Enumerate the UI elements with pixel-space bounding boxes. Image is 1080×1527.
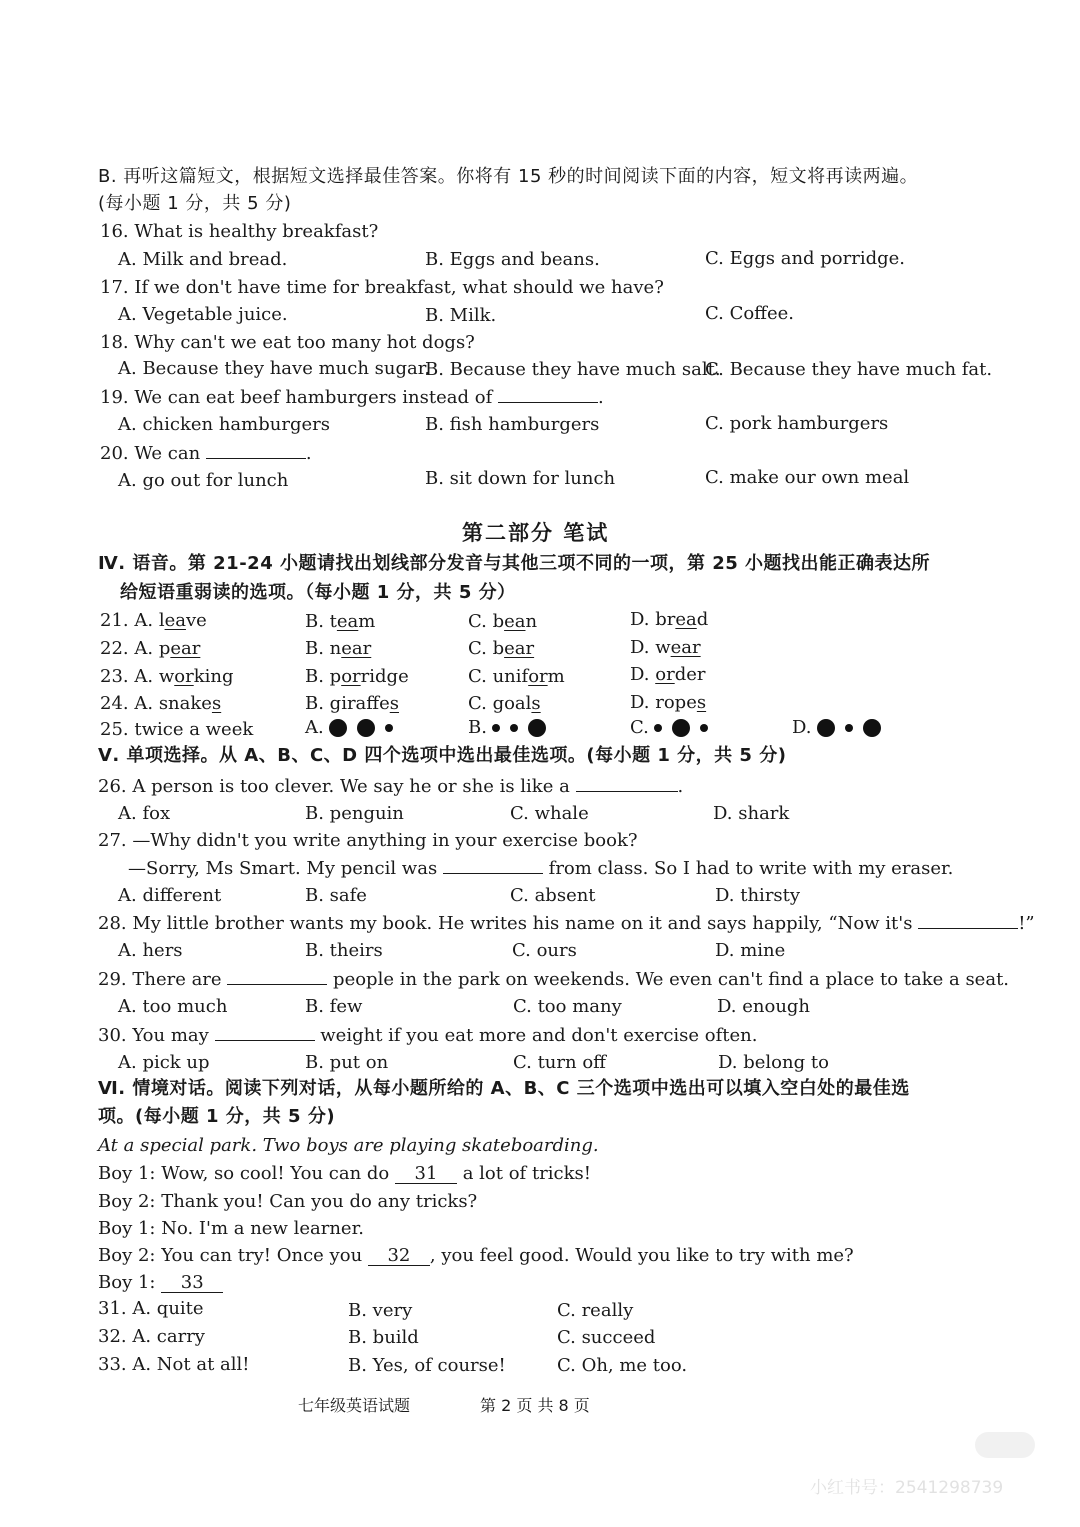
stress-dot-weak: [654, 724, 662, 732]
dialogue-line-5-text: Boy 1:: [98, 1272, 156, 1293]
q24-a-pre: snake: [158, 693, 212, 714]
q29-stem: [98, 970, 1009, 989]
q28-option-c: C. ours: [512, 940, 577, 961]
q21-b-pre: B. t: [305, 611, 337, 632]
q20-stem: [100, 444, 312, 463]
q24-option-d: [630, 694, 706, 712]
q30-blank: [215, 1026, 315, 1041]
q29-option-b: B. few: [305, 996, 363, 1017]
q23-b-underline: or: [341, 666, 361, 687]
q24-b-pre: B. giraffe: [305, 693, 390, 714]
sec6-heading-line2: 项。(每小题 1 分，共 5 分): [98, 1106, 336, 1127]
q23-c-pre: C. unif: [468, 666, 529, 687]
dialogue-scene: At a special park. Two boys are playing skateboarding.: [98, 1135, 599, 1156]
q28-blank: [918, 914, 1018, 929]
q23-a-post: king: [193, 666, 234, 687]
q21-d-underline: ea: [675, 609, 697, 630]
q19-blank: [498, 388, 598, 403]
dialogue-line-3: Boy 1: No. I'm a new learner.: [98, 1218, 364, 1239]
q21-c-underline: ea: [504, 611, 526, 632]
q29-blank: [227, 970, 327, 985]
stress-dot-weak: [700, 724, 708, 732]
q30-option-a: A. pick up: [118, 1052, 210, 1073]
q30-option-b: B. put on: [305, 1052, 389, 1073]
q24-num: 24. A.: [100, 693, 154, 714]
q21-c-pre: C. b: [468, 611, 505, 632]
sec6-heading-line1: Ⅵ. 情境对话。阅读下列对话，从每小题所给的 A、B、C 三个选项中选出可以填入空白处的最佳选: [98, 1078, 910, 1099]
stress-dot-weak: [492, 724, 500, 732]
q23-c-post: m: [547, 666, 565, 687]
q21-option-b: [305, 613, 375, 631]
watermark-text: 小红书号：2541298739: [810, 1478, 1004, 1498]
q22-option-a: [100, 640, 200, 658]
q26-option-c: C. whale: [510, 803, 589, 824]
sec5-heading: Ⅴ. 单项选择。从 A、B、C、D 四个选项中选出最佳选项。(每小题 1 分，共 5 分): [98, 745, 787, 766]
q27-line2: [128, 859, 953, 878]
q23-b-pre: B. p: [305, 666, 342, 687]
q29-option-d: D. enough: [717, 996, 811, 1017]
stress-dot-strong: [863, 719, 881, 737]
q24-c-pre: C. goal: [468, 693, 532, 714]
q29-option-a: A. too much: [118, 996, 228, 1017]
dialogue-line-1-end: a lot of tricks!: [462, 1163, 591, 1184]
q23-b-post: ridge: [360, 666, 409, 687]
q17-option-a: A. Vegetable juice.: [118, 304, 288, 325]
q18-option-a: A. Because they have much sugar.: [118, 358, 431, 379]
q28-option-a: A. hers: [118, 940, 183, 961]
q19-option-b: B. fish hamburgers: [425, 414, 600, 435]
q32-option-b: B. build: [348, 1327, 419, 1348]
q26-option-b: B. penguin: [305, 803, 404, 824]
dialogue-line-2: Boy 2: Thank you! Can you do any tricks?: [98, 1191, 478, 1212]
q23-c-underline: or: [528, 666, 548, 687]
q20-stem-text: 20. We can: [100, 443, 201, 464]
q22-b-pre: B. n: [305, 638, 342, 659]
q30-stem-end: weight if you eat more and don't exercise often.: [320, 1025, 758, 1046]
q17-stem: 17. If we don't have time for breakfast, what should we have?: [100, 277, 664, 298]
q17-option-c: C. Coffee.: [705, 303, 794, 324]
q17-option-b: B. Milk.: [425, 305, 497, 326]
dialogue-line-5: [98, 1274, 223, 1293]
q23-option-a: [100, 668, 233, 686]
dialogue-line-4-end: , you feel good. Would you like to try with me?: [429, 1245, 854, 1266]
q21-b-post: m: [358, 611, 376, 632]
q23-d-underline: or: [655, 664, 675, 685]
q33-option-b: B. Yes, of course!: [348, 1355, 506, 1376]
q23-option-d: [630, 666, 705, 684]
q24-option-c: [468, 695, 541, 713]
stress-dot-weak: [510, 724, 518, 732]
q24-b-underline: s: [389, 693, 399, 714]
q22-a-pre: p: [158, 638, 171, 659]
q29-stem-end: people in the park on weekends. We even can't find a place to take a seat.: [333, 969, 1010, 990]
q22-c-pre: C. b: [468, 638, 505, 659]
q22-num: 22. A.: [100, 638, 154, 659]
watermark-logo-icon: [975, 1432, 1035, 1458]
q24-c-underline: s: [531, 693, 541, 714]
q21-num: 21. A.: [100, 610, 154, 631]
q22-a-underline: ear: [170, 638, 201, 659]
q19-stem-end: .: [597, 387, 604, 408]
footer-page-number: 第 2 页 共 8 页: [480, 1396, 590, 1415]
q21-option-c: [468, 613, 537, 631]
part2-title: 第二部分 笔试: [462, 521, 610, 545]
q25-c-label: C.: [630, 717, 649, 738]
dialogue-line-1: [98, 1165, 591, 1184]
q30-stem-text: 30. You may: [98, 1025, 209, 1046]
q23-option-b: [305, 668, 409, 686]
dialogue-line-4: [98, 1247, 854, 1266]
blank-32: 32: [368, 1247, 430, 1266]
blank-33: 33: [161, 1274, 223, 1293]
q25-stem: 25. twice a week: [100, 719, 254, 740]
sec4-heading-line2: 给短语重弱读的选项。（每小题 1 分，共 5 分）: [120, 582, 516, 603]
q24-a-underline: s: [211, 693, 222, 714]
q27-option-b: B. safe: [305, 885, 367, 906]
q26-stem-end: .: [677, 776, 684, 797]
q25-option-b: [468, 715, 551, 741]
q19-option-a: A. chicken hamburgers: [118, 414, 330, 435]
q16-option-a: A. Milk and bread.: [118, 249, 288, 270]
q18-option-b: B. Because they have much salt.: [425, 359, 721, 380]
q16-stem: 16. What is healthy breakfast?: [100, 221, 379, 242]
q23-option-c: [468, 668, 565, 686]
q19-stem-text: 19. We can eat beef hamburgers instead of: [100, 387, 493, 408]
stress-dot-strong: [357, 719, 375, 737]
q21-a-post: ve: [185, 610, 207, 631]
q16-option-c: C. Eggs and porridge.: [705, 248, 906, 269]
q32-option-a: 32. A. carry: [98, 1326, 205, 1347]
q29-stem-text: 29. There are: [98, 969, 222, 990]
q20-option-a: A. go out for lunch: [118, 470, 289, 491]
q27-option-c: C. absent: [510, 885, 596, 906]
q26-stem: [98, 777, 683, 796]
q25-d-label: D.: [792, 717, 812, 738]
q25-option-d: [792, 715, 886, 741]
stress-dot-strong: [329, 719, 347, 737]
q21-d-pre: D. br: [630, 609, 676, 630]
q26-option-a: A. fox: [118, 803, 171, 824]
q28-option-d: D. mine: [715, 940, 786, 961]
q33-option-c: C. Oh, me too.: [557, 1355, 688, 1376]
q23-a-underline: or: [174, 666, 194, 687]
q30-stem: [98, 1026, 757, 1045]
q28-option-b: B. theirs: [305, 940, 383, 961]
q26-option-d: D. shark: [713, 803, 790, 824]
q21-option-a: [100, 612, 207, 630]
q21-a-underline: ea: [164, 610, 186, 631]
q22-c-underline: ear: [504, 638, 535, 659]
q19-stem: [100, 388, 604, 407]
q22-b-underline: ear: [341, 638, 372, 659]
q27-option-d: D. thirsty: [715, 885, 801, 906]
q21-d-post: d: [696, 609, 709, 630]
q25-b-label: B.: [468, 717, 487, 738]
q31-option-a: 31. A. quite: [98, 1298, 204, 1319]
q29-option-c: C. too many: [513, 996, 622, 1017]
q23-d-post: der: [674, 664, 706, 685]
q23-d-pre: D.: [630, 664, 656, 685]
q25-option-a: [305, 715, 398, 741]
q21-a-pre: l: [158, 610, 165, 631]
q33-option-a: 33. A. Not at all!: [98, 1354, 250, 1375]
stress-dot-weak: [845, 724, 853, 732]
stress-dot-strong: [817, 719, 835, 737]
q31-option-c: C. really: [557, 1300, 634, 1321]
q24-d-pre: D. rope: [630, 692, 697, 713]
q18-option-c: C. Because they have much fat.: [705, 359, 993, 380]
dialogue-line-1-text: Boy 1: Wow, so cool! You can do: [98, 1163, 390, 1184]
q22-option-b: [305, 640, 371, 658]
q20-stem-end: .: [305, 443, 312, 464]
q28-stem-text: 28. My little brother wants my book. He writes his name on it and says happily, “Now it's: [98, 913, 913, 934]
q24-option-b: [305, 695, 399, 713]
q30-option-d: D. belong to: [718, 1052, 829, 1073]
q23-num: 23. A.: [100, 666, 154, 687]
q27-option-a: A. different: [118, 885, 222, 906]
dialogue-line-4-text: Boy 2: You can try! Once you: [98, 1245, 363, 1266]
q25-option-c: [630, 715, 713, 741]
q32-option-c: C. succeed: [557, 1327, 656, 1348]
q19-option-c: C. pork hamburgers: [705, 413, 889, 434]
stress-dot-strong: [672, 719, 690, 737]
partB-instruction-line1: B. 再听这篇短文，根据短文选择最佳答案。你将有 15 秒的时间阅读下面的内容，短文将再读两遍。: [98, 166, 919, 187]
q26-stem-text: 26. A person is too clever. We say he or she is like a: [98, 776, 570, 797]
q23-a-pre: w: [158, 666, 175, 687]
q27-blank: [443, 859, 543, 874]
q22-option-d: [630, 639, 701, 657]
q21-option-d: [630, 611, 708, 629]
q28-stem-end: !”: [1018, 913, 1035, 934]
q30-option-c: C. turn off: [513, 1052, 606, 1073]
q21-b-underline: ea: [336, 611, 359, 632]
q25-a-label: A.: [305, 717, 324, 738]
partB-instruction-line2: (每小题 1 分，共 5 分): [98, 193, 292, 214]
q24-d-underline: s: [696, 692, 707, 713]
q28-stem: [98, 914, 1035, 933]
q20-option-c: C. make our own meal: [705, 467, 910, 488]
stress-dot-strong: [528, 719, 546, 737]
stress-dot-weak: [385, 724, 393, 732]
sec4-heading-line1: Ⅳ. 语音。第 21-24 小题请找出划线部分发音与其他三项不同的一项，第 25 小题找出能正确表达所: [98, 553, 931, 574]
q26-blank: [576, 777, 678, 792]
q31-option-b: B. very: [348, 1300, 413, 1321]
q20-blank: [206, 444, 306, 459]
q27-line1: 27. —Why didn't you write anything in your exercise book?: [98, 830, 638, 851]
footer-subject: 七年级英语试题: [298, 1396, 411, 1415]
q20-option-b: B. sit down for lunch: [425, 468, 616, 489]
q18-stem: 18. Why can't we eat too many hot dogs?: [100, 332, 475, 353]
q27-line2-text: —Sorry, Ms Smart. My pencil was: [128, 858, 438, 879]
q22-d-underline: ear: [670, 637, 701, 658]
q22-option-c: [468, 640, 534, 658]
q21-c-post: n: [525, 611, 538, 632]
q27-line2-end: from class. So I had to write with my eraser.: [548, 858, 954, 879]
blank-31: 31: [395, 1165, 457, 1184]
q16-option-b: B. Eggs and beans.: [425, 249, 600, 270]
q22-d-pre: D. w: [630, 637, 671, 658]
q24-option-a: [100, 695, 221, 713]
